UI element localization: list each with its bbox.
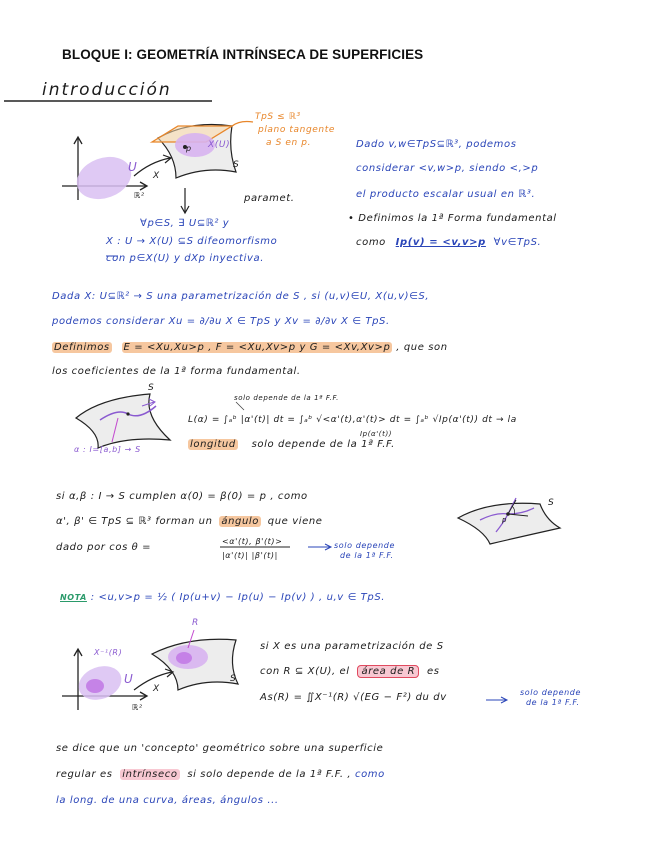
area-line-2 xyxy=(260,666,440,677)
area-r2-label: ℝ² xyxy=(132,703,143,712)
longitud-highlight: longitud xyxy=(190,439,236,450)
fig1-line2: X : U → X(U) ⊆S difeomorfismo xyxy=(106,236,278,247)
fig1-line1: ∀p∈S, ∃ U⊆ℝ² y xyxy=(140,218,230,229)
area-formula: As(R) = ∬X⁻¹(R) √(EG − F²) du dv xyxy=(260,692,447,703)
first-fundamental-form-formula: Ip(v) = <v,v>p xyxy=(395,237,486,248)
closing-line-2-a: regular es xyxy=(56,769,113,780)
para2-line-2: podemos considerar Xu = ∂/∂u X ∈ TpS y Xv = ∂/∂v X ∈ TpS. xyxy=(52,316,390,327)
area-s-label: S xyxy=(230,674,237,684)
curve-alpha-label: α : I=[a,b] → S xyxy=(74,445,141,454)
label-x-1: X xyxy=(153,171,160,181)
angle-line-2-b: que viene xyxy=(267,516,323,527)
angle-line-1: si α,β : I → S cumplen α(0) = β(0) = p , como xyxy=(56,491,308,502)
paramet-label: paramet. xyxy=(244,193,295,204)
area-u-label: U xyxy=(124,672,134,686)
angle-note-2: de la 1ª F.F. xyxy=(340,551,394,560)
closing-line-3: la long. de una curva, áreas, ángulos ... xyxy=(56,795,279,806)
arc-length-sub: Ip(α'(t)) xyxy=(360,430,393,438)
closing-line-2-c: como xyxy=(354,769,385,780)
area-x-label: X xyxy=(153,684,160,694)
area-xinv-label: X⁻¹(R) xyxy=(94,648,123,657)
intro-line-5-forall: ∀v∈TpS. xyxy=(493,237,542,248)
page-title: BLOQUE I: GEOMETRÍA INTRÍNSECA DE SUPERFICIES xyxy=(62,47,424,62)
label-r2-1: ℝ² xyxy=(134,191,145,200)
angle-line-3: dado por cos θ = xyxy=(56,542,152,553)
fig1-line3: con p∈X(U) y dXp inyectiva. xyxy=(106,253,264,264)
area-r-label: R xyxy=(192,618,199,628)
label-x-u: X(U) xyxy=(208,140,231,150)
tangent-note-2: plano tangente xyxy=(258,125,335,135)
angle-p-label: p xyxy=(502,516,508,524)
curve-s-label: S xyxy=(148,383,155,393)
tangent-note-1: TpS ≤ ℝ³ xyxy=(255,112,301,122)
label-s-1: S xyxy=(233,160,240,170)
closing-line-1: se dice que un 'concepto' geométrico sobre una superficie xyxy=(56,743,384,754)
angle-s-label: S xyxy=(548,498,555,508)
closing-line-2 xyxy=(56,769,385,780)
angulo-highlight: ángulo xyxy=(221,516,259,527)
angle-note-1: solo depende xyxy=(334,541,395,550)
polarization-formula: : <u,v>p = ½ ( Ip(u+v) − Ip(u) − Ip(v) ) , u,v ∈ TpS. xyxy=(90,592,386,603)
intro-line-4: • Definimos la 1ª Forma fundamental xyxy=(348,213,557,224)
area-note-1: solo depende xyxy=(520,688,581,697)
intro-line-5-como: como xyxy=(356,237,386,248)
curve-note: solo depende de la 1ª F.F. xyxy=(234,394,340,402)
cos-denominator: |α'(t)| |β'(t)| xyxy=(222,551,278,560)
para2-line-1: Dada X: U⊆ℝ² → S una parametrización de S , si (u,v)∈U, X(u,v)∈S, xyxy=(52,291,430,302)
area-line-2-b: es xyxy=(426,666,440,677)
intrinseco-highlight: intrínseco xyxy=(122,769,178,780)
label-p-1: p xyxy=(186,144,192,153)
area-line-1: si X es una parametrización de S xyxy=(260,641,444,652)
area-note-2: de la 1ª F.F. xyxy=(526,698,580,707)
longitud-rest: solo depende de la 1ª F.F. xyxy=(251,439,395,450)
intro-line-1: Dado v,w∈TpS⊆ℝ³, podemos xyxy=(356,139,517,150)
tangent-note-3: a S en p. xyxy=(266,138,312,148)
nota-label: NOTA xyxy=(60,593,87,602)
arc-length-formula: L(α) = ∫ₐᵇ |α'(t)| dt = ∫ₐᵇ √<α'(t),α'(t)> dt = ∫ₐᵇ √Ip(α'(t)) dt → la xyxy=(188,415,517,425)
intro-line-2: considerar <v,w>p, siendo <,>p xyxy=(356,163,539,174)
angle-line-2-a: α', β' ∈ TpS ⊆ ℝ³ forman un xyxy=(56,516,213,527)
area-line-2-a: con R ⊆ X(U), el xyxy=(260,666,350,677)
area-de-r-box: área de R xyxy=(357,665,419,678)
efg-formula: E = <Xu,Xu>p , F = <Xu,Xv>p y G = <Xv,Xv>p xyxy=(123,342,391,353)
para2-line-3-rest: , que son xyxy=(396,342,448,353)
para2-line-4: los coeficientes de la 1ª forma fundamental. xyxy=(52,366,301,377)
intro-line-3: el producto escalar usual en ℝ³. xyxy=(356,189,536,200)
label-u-1: U xyxy=(128,160,138,174)
closing-line-2-b: si solo depende de la 1ª F.F. , xyxy=(187,769,352,780)
cos-numerator: <α'(t), β'(t)> xyxy=(222,537,283,546)
definimos-highlight: Definimos xyxy=(54,342,110,353)
section-heading: introducción xyxy=(42,80,172,100)
